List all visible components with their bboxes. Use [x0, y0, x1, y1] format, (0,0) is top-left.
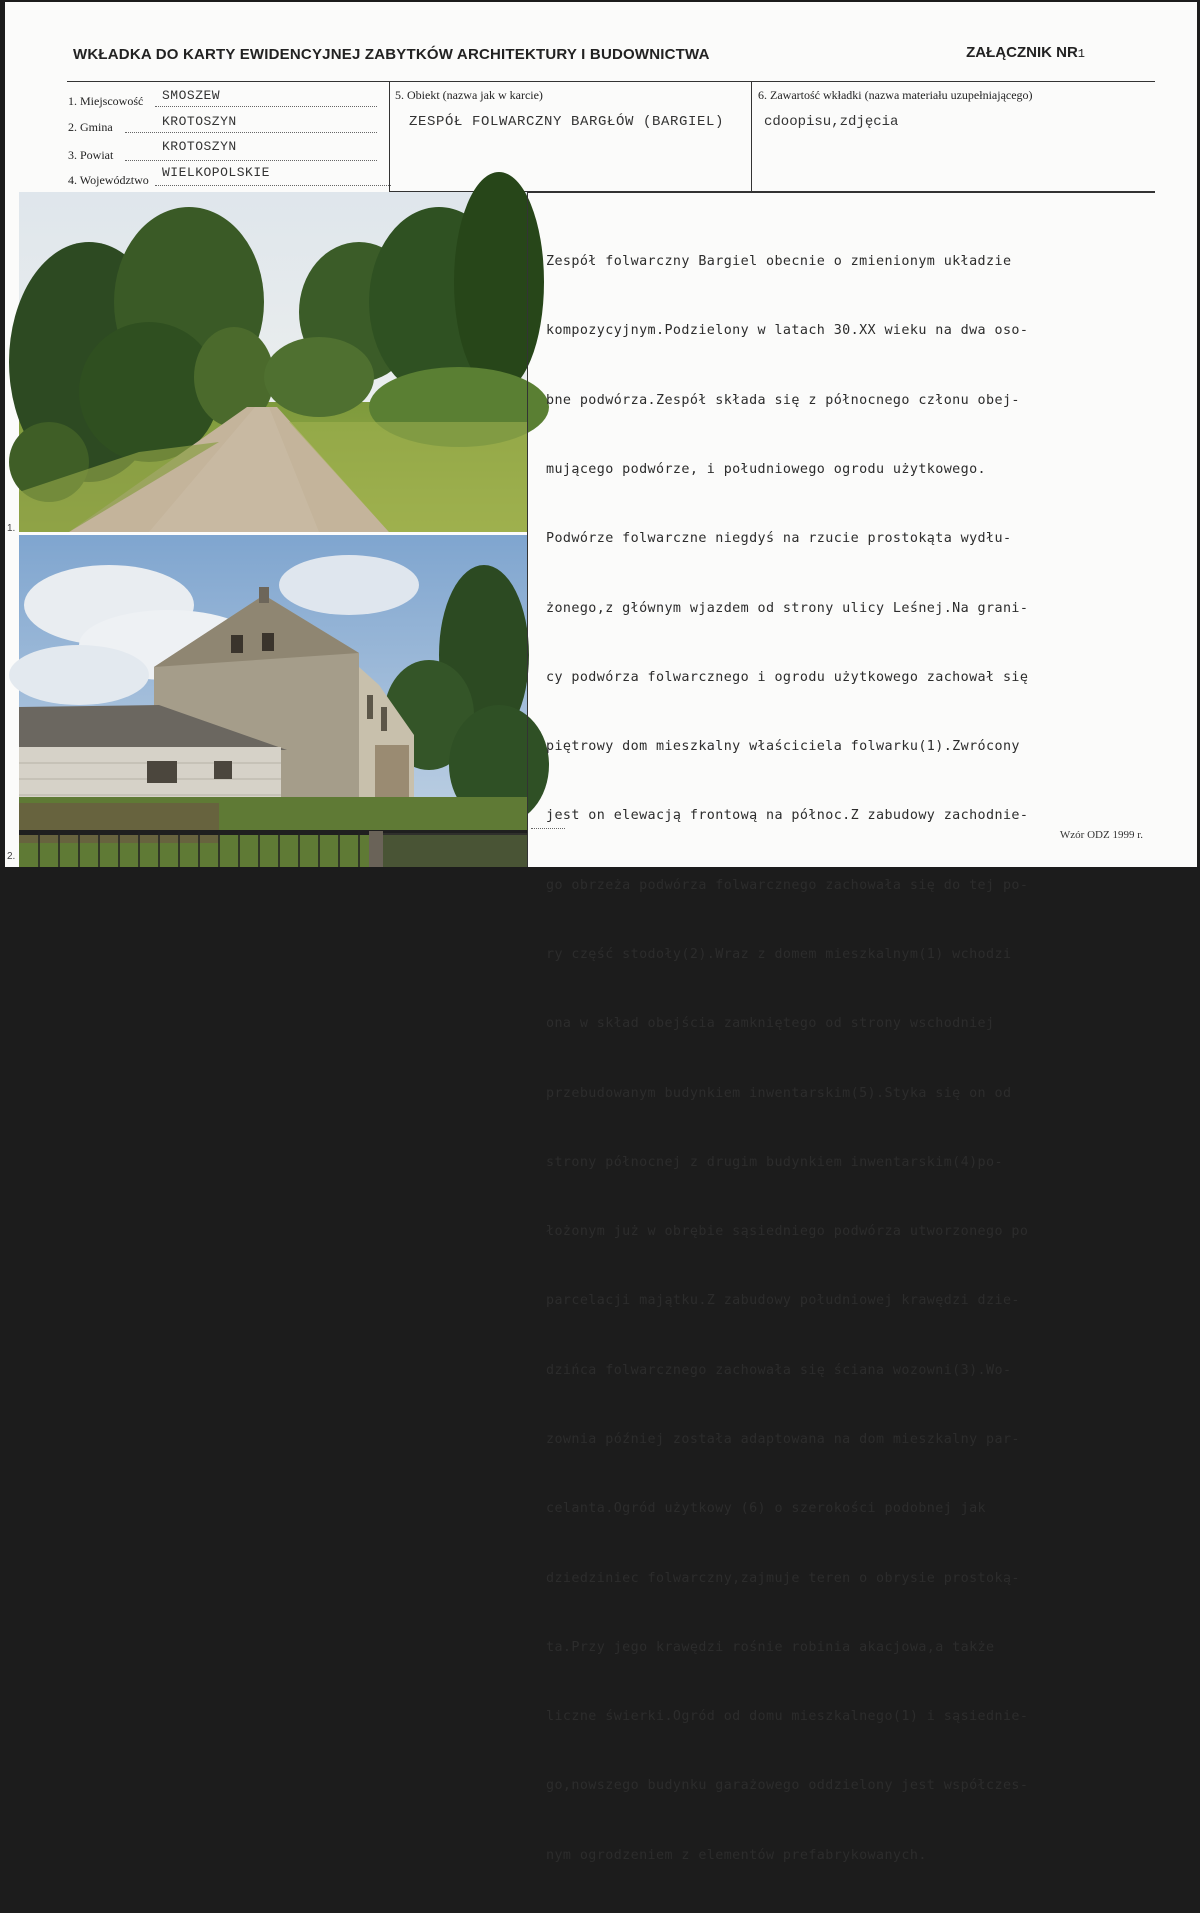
description-line: cy podwórza folwarcznego i ogrodu użytkowego zachował się: [546, 669, 1029, 685]
annex-label: [966, 44, 1085, 61]
description-line: parcelacji majątku.Z zabudowy południowej krawędzi dzie-: [546, 1293, 1020, 1309]
gmina-value: KROTOSZYN: [162, 114, 237, 129]
header-rule-top: [67, 81, 1155, 82]
miejscowosc-label: 1. Miejscowość: [68, 94, 144, 108]
annex-label-text: ZAŁĄCZNIK NR: [966, 44, 1078, 61]
description-line: go,nowszego budynku garażowego oddzielony jest współczes-: [546, 1778, 1029, 1794]
powiat-dots: [125, 160, 377, 161]
photo2-number: 2.: [7, 851, 16, 862]
wojewodztwo-label: 4. Województwo: [68, 173, 149, 187]
description-line: dzińca folwarcznego zachowała się ściana wozowni(3).Wo-: [546, 1362, 1012, 1378]
annex-number: 1: [1077, 47, 1085, 61]
column-divider-1: [389, 81, 390, 192]
description-line: łożonym już w obrębie sąsiedniego podwórza utworzonego po: [546, 1224, 1029, 1240]
description-line: liczne świerki.Ogród od domu mieszkalnego(1) i sąsiednie-: [546, 1709, 1029, 1725]
description-line: ry część stodoły(2).Wraz z domem mieszkalnym(1) wchodzi: [546, 947, 1012, 962]
description-line: piętrowy dom mieszkalny właściciela folwarku(1).Zwrócony: [546, 739, 1020, 755]
miejscowosc-dots: [155, 106, 377, 107]
page-title: WKŁADKA DO KARTY EWIDENCYJNEJ ZABYTKÓW ARCHITEKTURY I BUDOWNICTWA: [73, 46, 710, 63]
description-line: go obrzeża podwórza folwarcznego zachowała się do tej po-: [546, 877, 1029, 893]
photo1-number: 1.: [7, 523, 16, 534]
gmina-dots: [125, 132, 377, 133]
description-line: zownia później została adaptowana na dom mieszkalny par-: [546, 1431, 1020, 1447]
photo-road: [19, 192, 527, 532]
description-line: Podwórze folwarczne niegdyś na rzucie prostokąta wydłu-: [546, 531, 1012, 547]
desc-rule-top: [527, 192, 1155, 193]
description-line: przebudowanym budynkiem inwentarskim(5).Styka się on od: [546, 1085, 1012, 1101]
description-line: żonego,z głównym wjazdem od strony ulicy Leśnej.Na grani-: [546, 600, 1029, 616]
desc-rule-left: [527, 192, 528, 867]
object-value: ZESPÓŁ FOLWARCZNY BARGŁÓW (BARGIEL): [409, 114, 725, 130]
description-line: strony północnej z drugim budynkiem inwentarskim(4)po-: [546, 1154, 1003, 1170]
description-line: ta.Przy jego krawędzi rośnie robinia akacjowa,a także: [546, 1639, 995, 1655]
powiat-label: 3. Powiat: [68, 148, 114, 162]
miejscowosc-value: SMOSZEW: [162, 88, 221, 103]
description-line: dziedziniec folwarczny,zajmuje teren o obrysie prostoką-: [546, 1570, 1020, 1586]
wojewodztwo-dots: [155, 185, 391, 186]
description-line: Zespół folwarczny Bargiel obecnie o zmienionym układzie: [546, 254, 1012, 270]
wojewodztwo-value: WIELKOPOLSKIE: [162, 165, 270, 180]
farmhouse-illustration: [19, 535, 527, 867]
description-end-dots: [531, 828, 565, 829]
record-sheet: [5, 2, 1197, 1863]
description-line: nym ogrodzeniem z elementów prefabrykowanych.: [546, 1847, 927, 1863]
description-line: kompozycyjnym.Podzielony w latach 30.XX wieku na dwa oso-: [546, 323, 1029, 339]
description-text: [546, 204, 1146, 1913]
contents-value: cdoopisu,zdjęcia: [764, 114, 899, 130]
description-line: ona w skład obejścia zamkniętego od strony wschodniej: [546, 1016, 995, 1032]
object-label: 5. Obiekt (nazwa jak w karcie): [395, 88, 543, 102]
photo-farmhouse: [19, 535, 527, 867]
gmina-label: 2. Gmina: [68, 120, 113, 134]
form-template-note: Wzór ODZ 1999 r.: [1059, 829, 1143, 841]
road-illustration: [19, 192, 527, 532]
description-line: celanta.Ogród użytkowy (6) o szerokości podobnej jak: [546, 1501, 987, 1517]
description-line: bne podwórza.Zespół składa się z północnego członu obej-: [546, 392, 1020, 408]
column-divider-2: [751, 81, 752, 192]
description-line: jest on elewacją frontową na północ.Z zabudowy zachodnie-: [546, 808, 1029, 824]
contents-label: 6. Zawartość wkładki (nazwa materiału uzupełniającego): [758, 88, 1033, 102]
description-line: mującego podwórze, i południowego ogrodu użytkowego.: [546, 462, 987, 478]
powiat-value: KROTOSZYN: [162, 139, 237, 154]
